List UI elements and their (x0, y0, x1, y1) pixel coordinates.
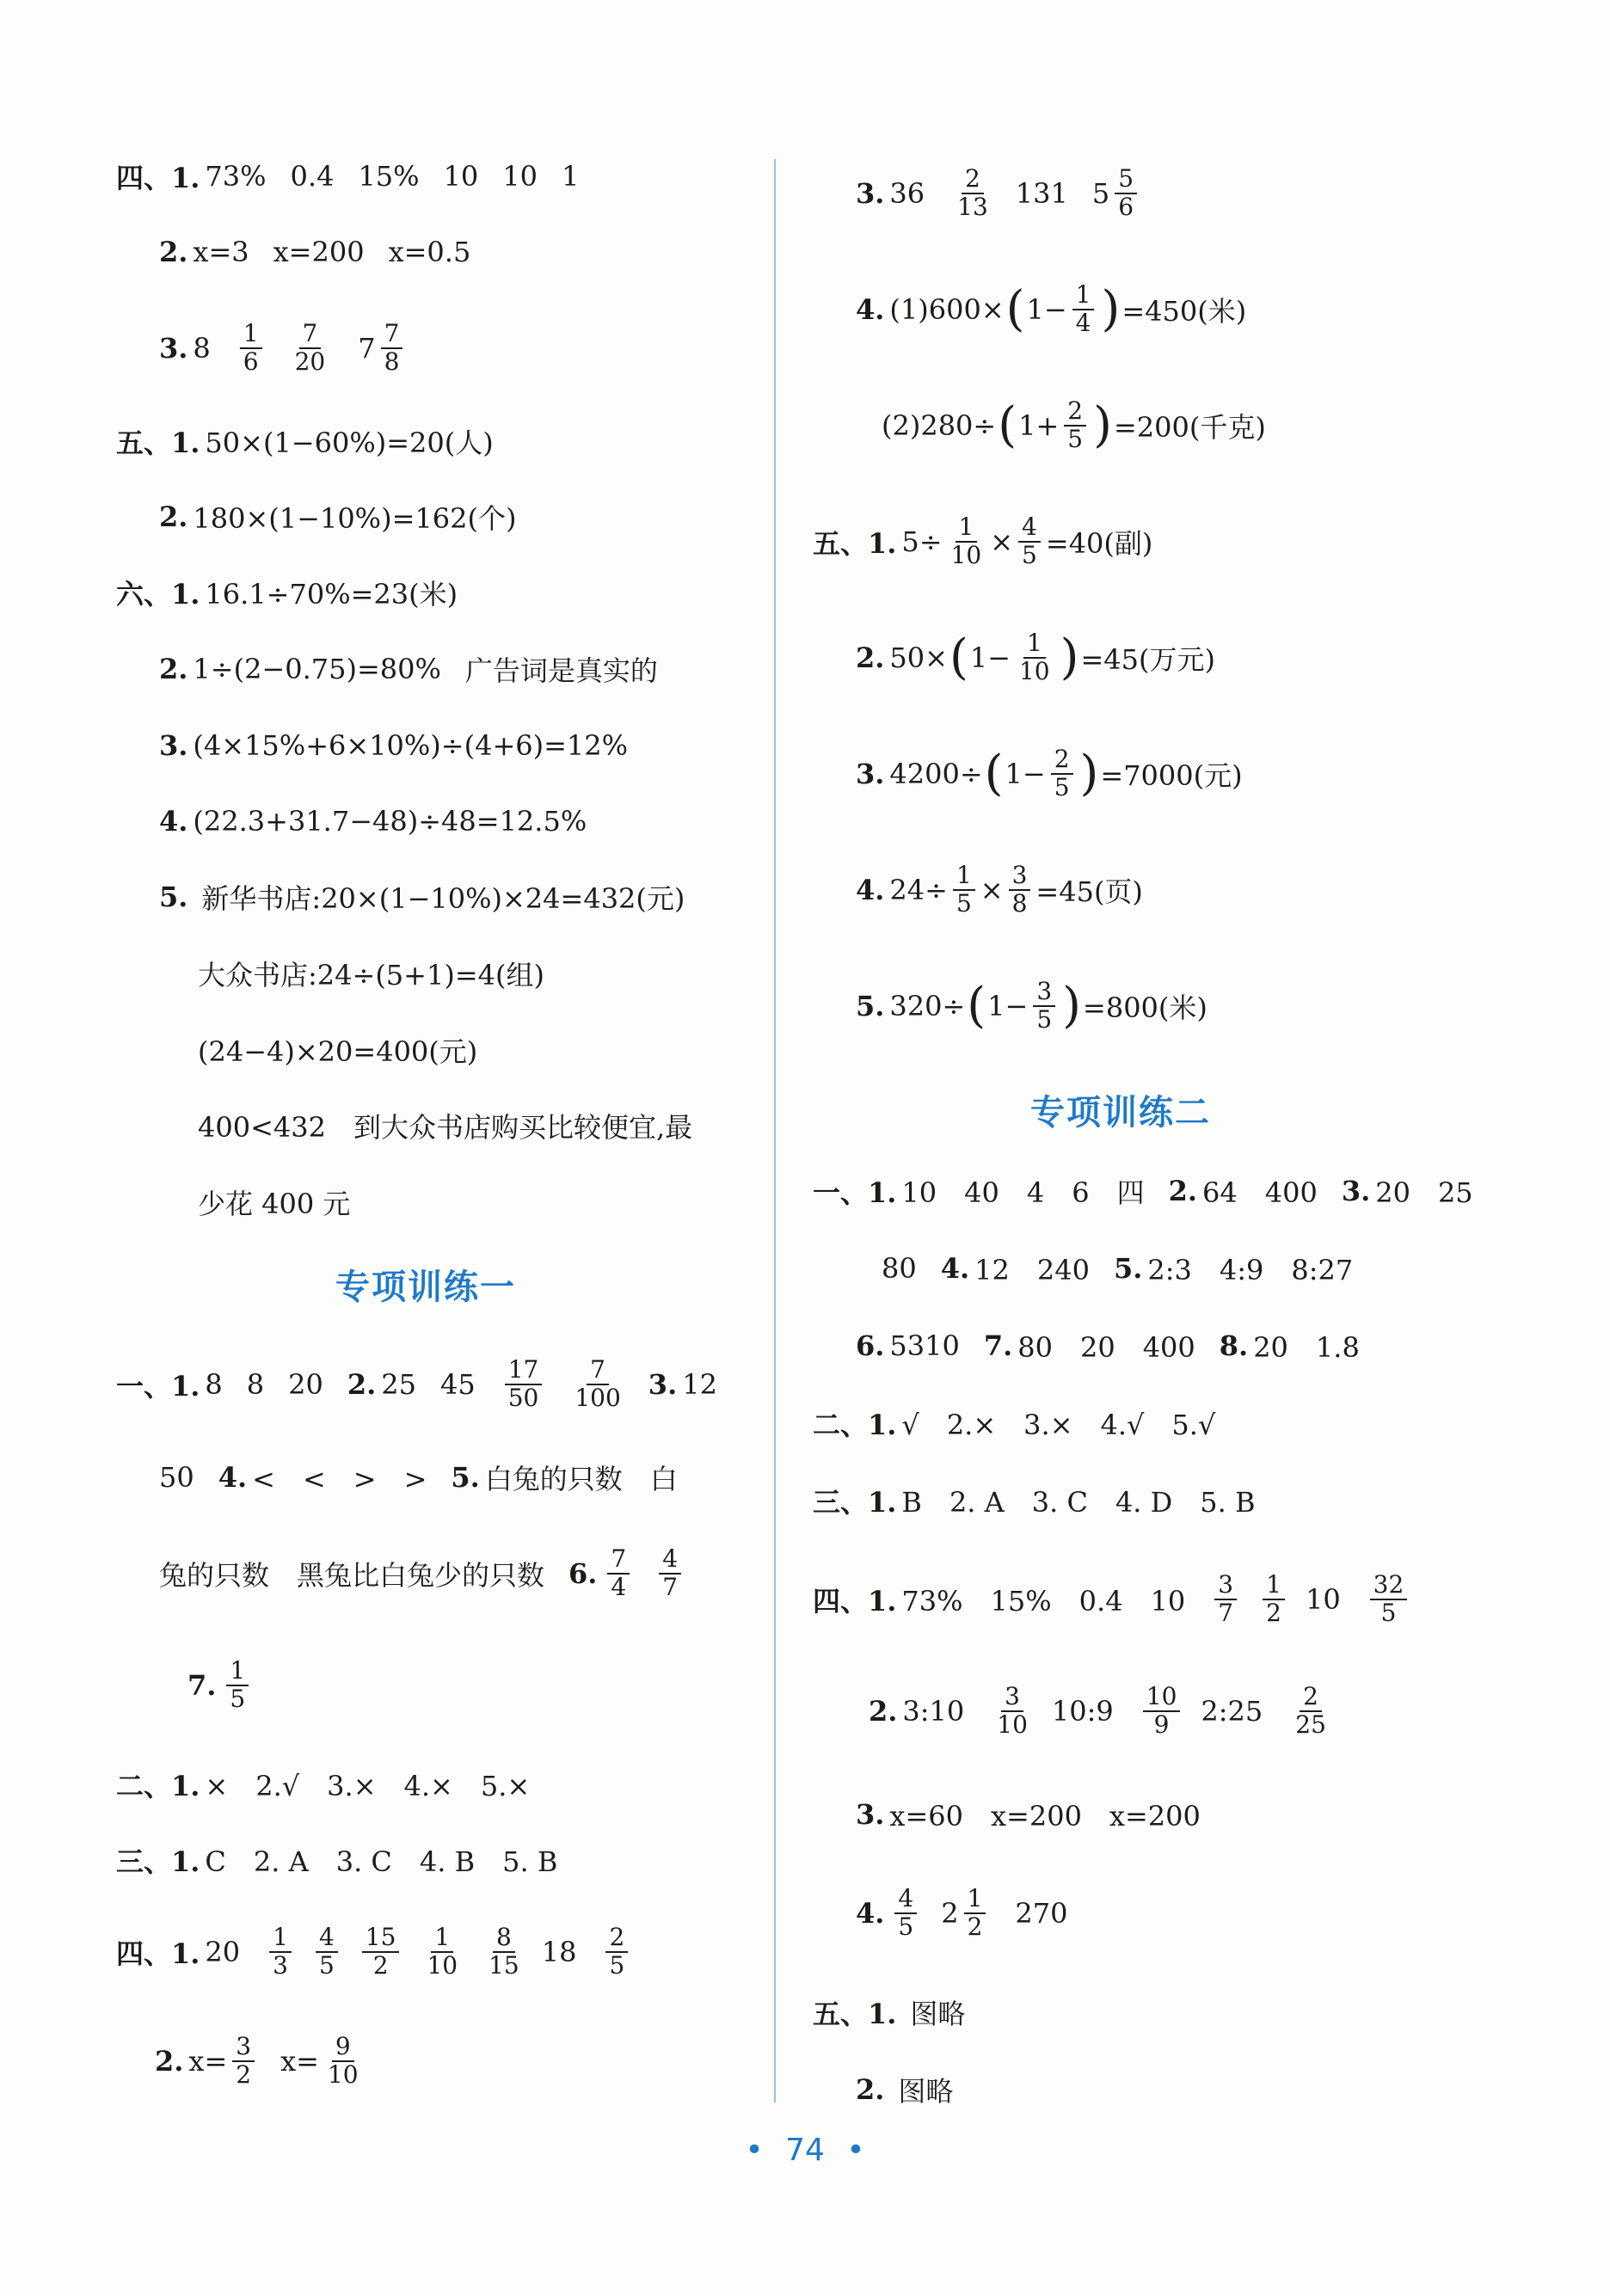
fraction: $\frac{4}{5}$ (894, 1886, 917, 1941)
fraction: $\frac{3}{5}$ (1033, 979, 1055, 1034)
answer-text: 320÷ (889, 990, 966, 1022)
answer-line (813, 1384, 1215, 1462)
answer-value: 0.4 (290, 160, 335, 193)
paren-open: ( (984, 746, 1004, 801)
question-label: 3. (856, 758, 885, 790)
answer-value: 5310 (889, 1329, 960, 1362)
answer-text: 73% 15% 0.4 10 (901, 1585, 1186, 1618)
question-label: 五、1. (116, 427, 200, 459)
answer-text: × (990, 525, 1014, 558)
answer-text: =7000(元) (1100, 759, 1243, 792)
fraction: $\frac{17}{50}$ (505, 1357, 543, 1412)
answer-line (856, 851, 1143, 929)
answer-line (856, 735, 1243, 813)
paren-open: ( (967, 978, 986, 1034)
question-label: 4. (856, 293, 885, 326)
answer-text: 10 40 4 6 四 (901, 1176, 1145, 1209)
answer-line (116, 1746, 530, 1823)
column-divider (774, 159, 776, 2103)
answer-value: 12 (682, 1368, 717, 1401)
answer-text: 2:25 (1201, 1695, 1263, 1728)
answer-value: 10 (502, 160, 538, 193)
answer-text: × 2.√ 3.× 4.× 5.× (205, 1770, 531, 1802)
answer-text: 20 1.8 (1253, 1331, 1360, 1364)
question-label: 二、1. (813, 1409, 897, 1441)
answer-line (198, 1163, 350, 1241)
question-label: 2. (1168, 1175, 1197, 1207)
answer-line (159, 858, 685, 936)
answer-value: 73% (205, 160, 267, 193)
section-title: 专项训练一 (335, 1268, 516, 1307)
fraction: $\frac{3}{2}$ (232, 2034, 255, 2089)
question-label: 4. (856, 874, 885, 906)
fraction: $\frac{2}{13}$ (957, 164, 988, 221)
answer-line (159, 1439, 678, 1516)
answer-text: 2:3 4:9 8:27 (1147, 1254, 1354, 1286)
fraction: $\frac{1}{10}$ (1018, 629, 1050, 685)
answer-text: (2)280÷ (882, 409, 997, 442)
page-number-value: 74 (785, 2133, 825, 2168)
question-label: 2. (347, 1368, 377, 1401)
mixed-number: 7 $\frac{7}{8}$ (358, 321, 408, 376)
answer-value: 10 (1305, 1583, 1341, 1616)
answer-text: x=60 x=200 x=200 (889, 1800, 1201, 1833)
fraction: $\frac{1}{10}$ (950, 513, 982, 569)
answer-value: 8 (205, 1368, 223, 1401)
fraction: $\frac{7}{4}$ (607, 1546, 630, 1601)
fraction: $\frac{3}{7}$ (1214, 1572, 1237, 1627)
question-label: 4. (940, 1252, 970, 1285)
answer-line (813, 1152, 1473, 1230)
answer-value: 25 (381, 1368, 416, 1401)
fraction: $\frac{1}{3}$ (269, 1925, 292, 1980)
fraction: $\frac{1}{6}$ (240, 321, 262, 376)
fraction: $\frac{2}{5}$ (1064, 398, 1086, 453)
answer-text: 1÷(2−0.75)=80% (193, 653, 441, 685)
answer-line (813, 1462, 1256, 1539)
question-label: 5. (856, 990, 885, 1022)
answer-line (856, 155, 1166, 232)
answer-line (159, 707, 628, 784)
mixed-number: 5 $\frac{5}{6}$ (1092, 166, 1142, 221)
fraction: $\frac{1}{4}$ (1072, 282, 1095, 337)
answer-text: 50×(1−60%)=20(人) (205, 427, 494, 459)
answer-line (159, 478, 516, 556)
paren-close: ) (1093, 397, 1112, 453)
answer-value: x=0.5 (388, 236, 471, 268)
answer-line (198, 935, 544, 1012)
answer-text: (4×15%+6×10%)÷(4+6)=12% (193, 729, 629, 762)
fraction: $\frac{3}{10}$ (997, 1682, 1028, 1739)
question-label: 2. (869, 1695, 898, 1728)
paren-close: ) (1060, 629, 1079, 685)
answer-value: 15% (358, 160, 420, 193)
question-label: 3. (648, 1368, 678, 1401)
question-label: 一、1. (813, 1176, 897, 1209)
answer-line (198, 1011, 477, 1089)
question-label: 2. (159, 653, 188, 685)
question-label: 二、1. (116, 1770, 200, 1802)
answer-value: x=3 (193, 236, 249, 268)
answer-text: 12 240 (974, 1254, 1090, 1286)
paren-close: ) (1062, 978, 1082, 1034)
fraction: $\frac{32}{5}$ (1370, 1572, 1408, 1627)
fraction: $\frac{9}{10}$ (327, 2032, 359, 2089)
question-label: 3. (159, 332, 188, 365)
answer-value: 36 (889, 177, 925, 210)
answer-line (198, 1087, 692, 1164)
answer-line (813, 1561, 1412, 1638)
answer-text: (1)600× (889, 293, 1005, 326)
question-label: 三、1. (813, 1486, 897, 1519)
answer-line (856, 1875, 1068, 1952)
answer-text: 4200÷ (889, 758, 983, 790)
answer-line (116, 554, 458, 631)
answer-text: =800(米) (1083, 991, 1208, 1024)
answer-line (159, 630, 658, 708)
answer-text: (24−4)×20=400(元) (198, 1035, 478, 1068)
question-label: 3. (1341, 1175, 1371, 1207)
answer-line (116, 138, 603, 215)
mixed-number: 2 $\frac{1}{2}$ (941, 1886, 991, 1941)
bullet-dot: • (846, 2133, 865, 2168)
answer-line (159, 1535, 686, 1612)
answer-text: 50× (889, 642, 948, 674)
answer-text: 180×(1−10%)=162(个) (193, 502, 517, 535)
answer-line (813, 1974, 965, 2051)
question-label: 4. (159, 805, 188, 838)
answer-text: 图略 (910, 1998, 966, 2030)
fraction: $\frac{1}{2}$ (1263, 1572, 1285, 1627)
paren-close: ) (1079, 746, 1099, 801)
answer-text: =45(万元) (1080, 643, 1215, 676)
answer-value: 50 (159, 1461, 194, 1494)
answer-line (116, 1346, 717, 1423)
answer-text: 80 20 400 (1017, 1331, 1195, 1364)
answer-line (882, 1230, 1353, 1307)
answer-value: x=200 (273, 236, 365, 268)
answer-line (159, 310, 432, 387)
answer-text: 400<432 到大众书店购买比较便宜,最 (198, 1111, 693, 1144)
answer-line (856, 1307, 1360, 1384)
answer-value: 80 (882, 1252, 917, 1285)
answer-line (813, 503, 1152, 580)
fraction: $\frac{4}{5}$ (1018, 514, 1041, 569)
answer-value: 10 (443, 160, 479, 193)
answer-text: =45(页) (1035, 875, 1143, 908)
question-label: 三、1. (116, 1845, 200, 1878)
fraction: $\frac{1}{10}$ (427, 1923, 458, 1980)
answer-value: 8 (246, 1368, 265, 1401)
fraction: $\frac{8}{15}$ (489, 1923, 519, 1980)
question-label: 一、1. (116, 1370, 200, 1403)
answer-text: × (980, 874, 1004, 906)
question-label: 2. (155, 2045, 184, 2078)
answer-text: 5÷ (901, 525, 943, 558)
answer-text: x= (188, 2045, 228, 2078)
fraction: $\frac{15}{2}$ (362, 1925, 400, 1980)
answer-text: 图略 (898, 2075, 954, 2108)
fraction: $\frac{3}{8}$ (1009, 863, 1031, 918)
answer-text: x= (280, 2045, 319, 2078)
question-label: 2. (159, 236, 188, 268)
question-label: 五、1. (813, 527, 897, 560)
question-label: 四、1. (116, 162, 200, 194)
fraction: $\frac{1}{5}$ (953, 863, 975, 918)
fraction: $\frac{2}{25}$ (1295, 1682, 1326, 1739)
answer-text: √ 2.× 3.× 4.√ 5.√ (901, 1409, 1216, 1441)
question-label: 2. (856, 642, 885, 674)
answer-text: (22.3+31.7−48)÷48=12.5% (193, 805, 587, 838)
answer-value: 18 (541, 1936, 577, 1968)
answer-text: 1− (987, 990, 1029, 1022)
answer-text: 20 25 (1375, 1176, 1473, 1209)
answer-value: 8 (193, 332, 211, 365)
answer-text: 1+ (1018, 409, 1060, 442)
answer-text: 少花 400 元 (198, 1188, 351, 1220)
question-label: 3. (159, 729, 188, 762)
section-title: 专项训练二 (1030, 1093, 1211, 1133)
question-label: 7. (983, 1329, 1013, 1362)
answer-value: 131 (1015, 177, 1068, 210)
fraction: $\frac{10}{9}$ (1143, 1684, 1181, 1739)
answer-value: 20 (205, 1936, 241, 1968)
question-label: 六、1. (116, 578, 200, 611)
answer-line (159, 783, 587, 860)
answer-line (856, 1776, 1201, 1853)
answer-text: 兔的只数 黑兔比白兔少的只数 (159, 1559, 545, 1592)
answer-text: =450(米) (1121, 295, 1247, 328)
answer-text: =40(副) (1045, 527, 1153, 560)
question-label: 5. (159, 881, 188, 913)
answer-text: B 2. A 3. C 4. D 5. B (901, 1486, 1256, 1519)
answer-text: 16.1÷70%=23(米) (205, 578, 458, 611)
question-label: 3. (856, 177, 885, 210)
answer-text: 白兔的只数 白 (484, 1463, 678, 1495)
answer-line (187, 1647, 254, 1724)
answer-text: 1− (969, 642, 1011, 674)
answer-text: 64 400 (1202, 1176, 1318, 1209)
question-label: 4. (218, 1461, 248, 1494)
answer-line (159, 213, 495, 291)
answer-line (116, 1913, 633, 1991)
question-label: 6. (568, 1557, 598, 1590)
answer-value: < < > > (252, 1463, 427, 1495)
answer-line (856, 271, 1246, 348)
question-label: 6. (856, 1329, 885, 1362)
answer-text: 大众书店:24÷(5+1)=4(组) (198, 959, 544, 991)
paren-open: ( (949, 629, 968, 685)
answer-note: 广告词是真实的 (464, 654, 658, 687)
question-label: 5. (1113, 1252, 1143, 1285)
question-label: 四、1. (813, 1585, 897, 1618)
paren-open: ( (998, 397, 1017, 453)
question-label: 3. (856, 1798, 885, 1831)
question-label: 4. (856, 1897, 885, 1930)
question-label: 五、1. (813, 1998, 897, 2030)
question-label: 2. (856, 2073, 885, 2106)
answer-text: 3:10 (902, 1695, 965, 1728)
answer-text: 24÷ (889, 874, 948, 906)
fraction: $\frac{1}{5}$ (226, 1658, 249, 1713)
answer-value: 45 (439, 1368, 476, 1401)
answer-text: 10:9 (1051, 1695, 1114, 1728)
answer-text: 1− (1026, 293, 1067, 326)
answer-text: C 2. A 3. C 4. B 5. B (205, 1845, 558, 1878)
answer-line (856, 619, 1215, 697)
fraction: $\frac{7}{20}$ (294, 319, 326, 376)
answer-line (116, 1821, 557, 1899)
paren-open: ( (1005, 281, 1025, 337)
answer-text: 1− (1005, 758, 1046, 790)
question-label: 2. (159, 500, 188, 533)
answer-line (882, 387, 1266, 464)
fraction: $\frac{2}{5}$ (605, 1925, 628, 1980)
question-label: 7. (187, 1669, 217, 1702)
answer-value: 270 (1015, 1897, 1068, 1930)
answer-line (856, 2051, 953, 2128)
fraction: $\frac{4}{5}$ (316, 1925, 338, 1980)
question-label: 5. (451, 1461, 480, 1494)
answer-line (856, 967, 1208, 1045)
answer-text: 新华书店:20×(1−10%)×24=432(元) (201, 882, 685, 915)
answer-line (155, 2023, 367, 2100)
bullet-dot: • (745, 2133, 764, 2168)
answer-value: 1 (562, 160, 580, 193)
answer-line (869, 1673, 1335, 1750)
answer-line (116, 402, 494, 480)
answer-text: =200(千克) (1113, 411, 1266, 444)
paren-close: ) (1101, 281, 1121, 337)
question-label: 四、1. (116, 1937, 200, 1970)
answer-value: 20 (288, 1368, 323, 1401)
fraction: $\frac{4}{7}$ (659, 1546, 681, 1601)
page-number (0, 2133, 1610, 2168)
fraction: $\frac{7}{100}$ (575, 1355, 621, 1412)
fraction: $\frac{2}{5}$ (1051, 746, 1073, 801)
question-label: 8. (1219, 1329, 1249, 1362)
